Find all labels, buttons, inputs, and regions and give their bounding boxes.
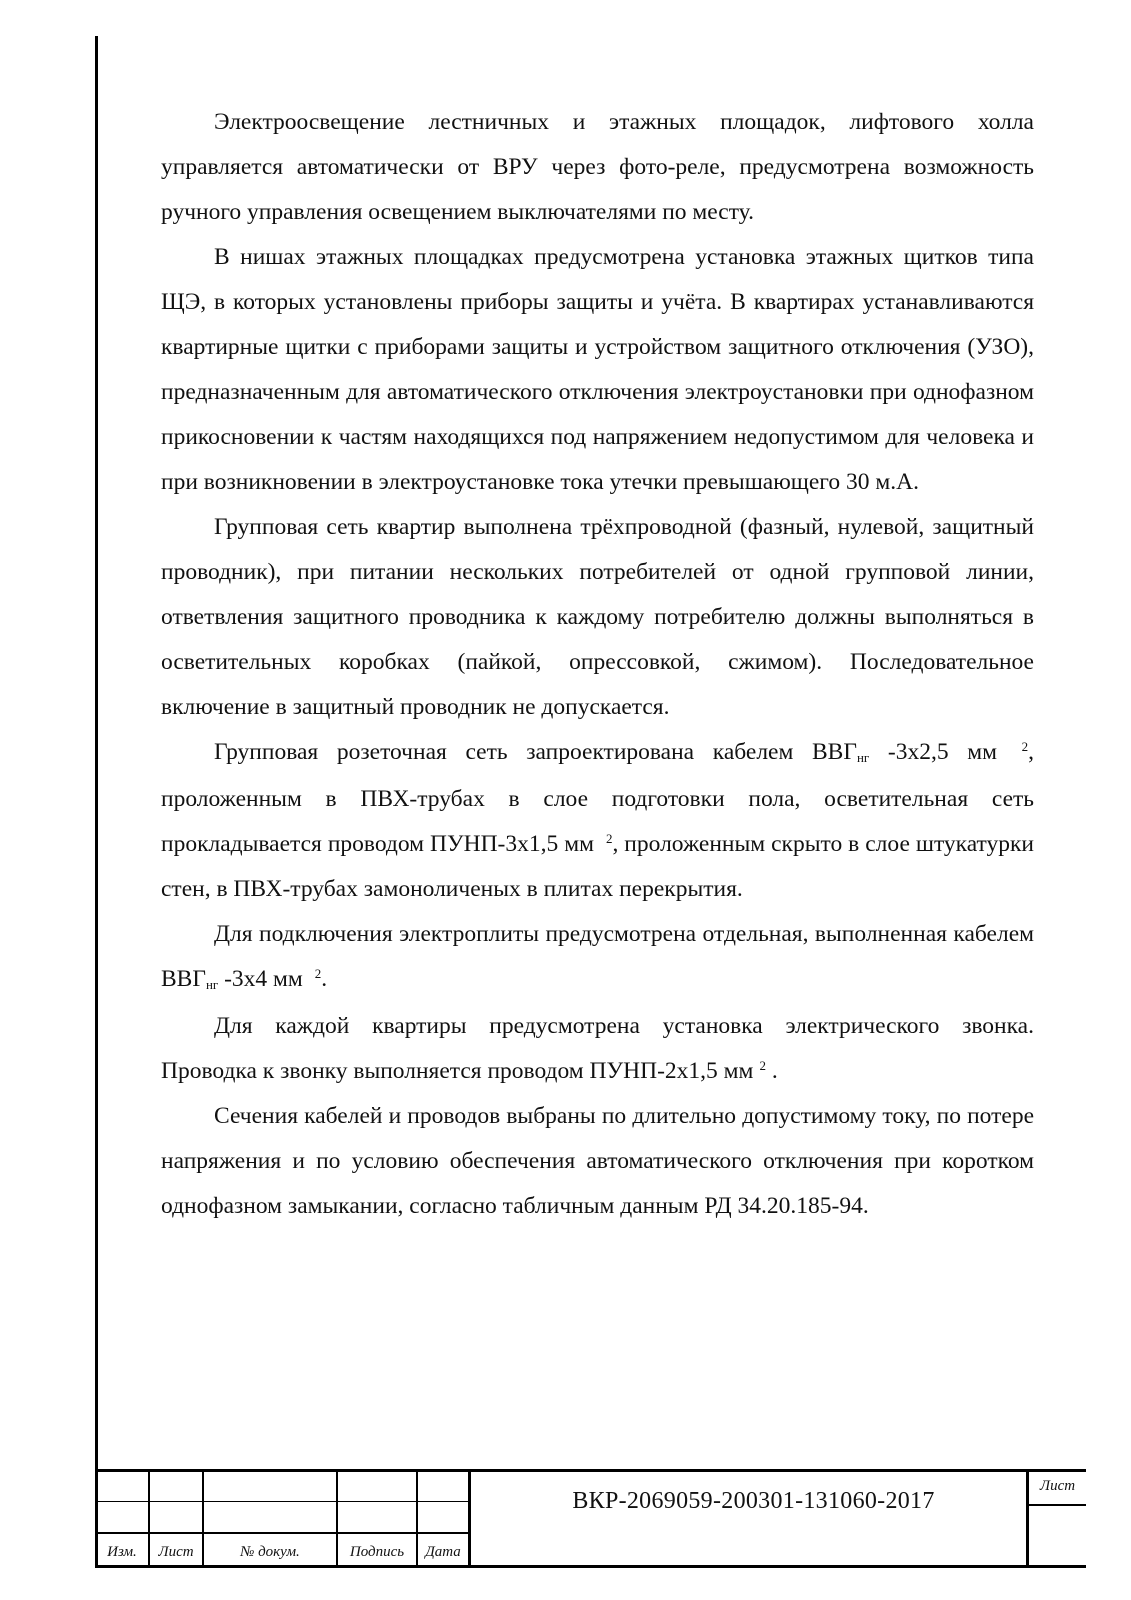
- stamp-sheet-line: [1028, 1504, 1086, 1506]
- document-number: ВКР-2069059-200301-131060-2017: [572, 1488, 935, 1514]
- paragraph-electric-stove: Для подключения электроплиты предусмотрена отдельная, выполненная кабелем $ВВГ_{нг}$ -3х4 мм $^2$.: [161, 921, 1034, 992]
- paragraph-group-network: Групповая сеть квартир выполнена трёхпроводной (фазный, нулевой, защитный проводник), при питании нескольких потребителей от одной групповой линии, ответвления защитного проводника к каждому потребителю должны выполняться в осветительных коробках (пайкой, опрессовкой, сжимом). Последовательное включение в защитный проводник не допускается.: [161, 514, 1034, 720]
- stamp-caption-izm: Изм.: [107, 1544, 137, 1560]
- stamp-row-line-2: [96, 1532, 470, 1534]
- stamp-col-line-5: [468, 1469, 471, 1568]
- paragraph-socket-network: Групповая розеточная сеть запроектирована кабелем $ВВГ_{нг}$ -3х2,5 мм $^2$, проложенным в ПВХ-трубах в слое подготовки пола, осветительная сеть прокладывается проводом ПУНП-3х1,5 мм $^2$, проложенным скрыто в слое штукатурки стен, в ПВХ-трубах замоноличеных в плитах перекрытия.: [161, 739, 1034, 902]
- stamp-bottom-line: [96, 1565, 1086, 1568]
- stamp-caption-sign: Подпись: [349, 1544, 405, 1560]
- paragraph-lighting-control: Электроосвещение лестничных и этажных площадок, лифтового холла управляется автоматически от ВРУ через фото-реле, предусмотрена возможность ручного управления освещением выключателями по месту.: [161, 109, 1034, 225]
- paragraph-floor-panels: В нишах этажных площадках предусмотрена установка этажных щитков типа ЩЭ, в которых установлены приборы защиты и учёта. В квартирах устанавливаются квартирные щитки с приборами защиты и устройством защитного отключения (УЗО), предназначенным для автоматического отключения электроустановки при однофазном прикосновении к частям находящихся под напряжением недопустимом для человека и при возникновении в электроустановке тока утечки превышающего 30 м.А.: [161, 244, 1034, 495]
- paragraph-cable-sections: Сечения кабелей и проводов выбраны по длительно допустимому току, по потере напряжения и по условию обеспечения автоматического отключения при коротком однофазном замыкании, согласно табличным данным РД 34.20.185-94.: [161, 1103, 1034, 1219]
- stamp-caption-date: Дата: [425, 1544, 461, 1560]
- stamp-caption-docnum: № докум.: [240, 1544, 300, 1560]
- stamp-row-line-1: [96, 1501, 470, 1502]
- document-body: [161, 100, 1034, 1229]
- paragraph-doorbell: Для каждой квартиры предусмотрена установка электрического звонка. Проводка к звонку выполняется проводом ПУНП-2х1,5 мм $^2$ .: [161, 1013, 1034, 1084]
- stamp-caption-list: Лист: [158, 1544, 194, 1560]
- stamp-sheet-label: Лист: [1039, 1478, 1076, 1494]
- title-block-stamp: [96, 1469, 1086, 1568]
- frame-left-border: [95, 36, 98, 1568]
